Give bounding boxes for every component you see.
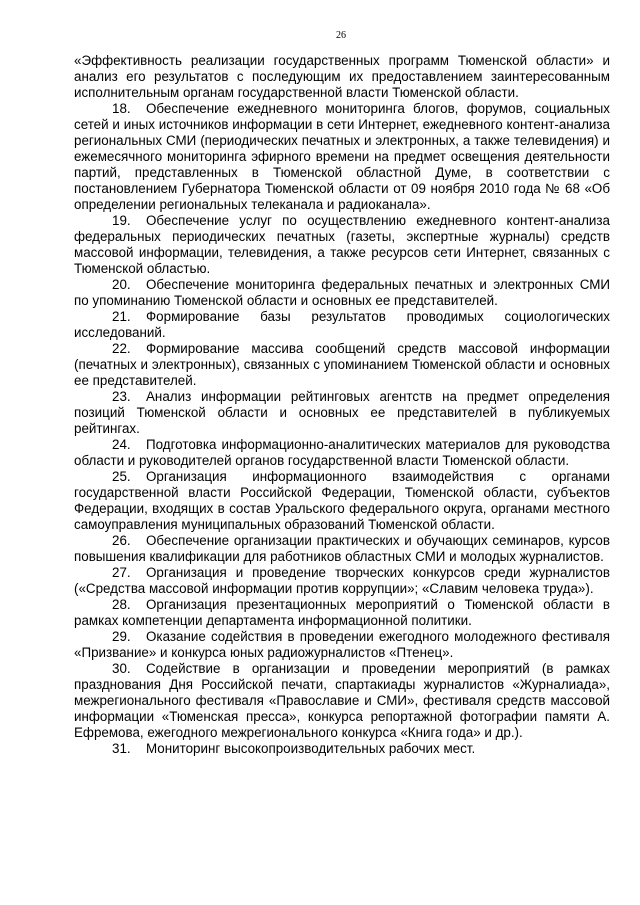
item-number: 19. (112, 213, 131, 228)
item-number: 23. (112, 389, 131, 404)
item-text: Обеспечение организации практических и обучающих семинаров, курсов повышения квалификации для работников областных СМИ и молодых журналистов. (74, 533, 610, 564)
item-text: Формирование массива сообщений средств массовой информации (печатных и электронных), связанных с упоминанием Тюменской области и основных ее представителей. (74, 341, 610, 388)
list-item (74, 741, 610, 757)
list-item (74, 565, 610, 597)
item-number: 25. (112, 469, 131, 484)
page-number: 26 (336, 30, 346, 41)
list-item (74, 309, 610, 341)
item-number: 26. (112, 533, 131, 548)
item-text: Мониторинг высокопроизводительных рабочих мест. (146, 741, 476, 756)
item-text: Организация и проведение творческих конкурсов среди журналистов («Средства массовой информации против коррупции»; «Славим человека труда»). (74, 565, 610, 596)
list-item (74, 341, 610, 389)
item-text: Обеспечение ежедневного мониторинга блогов, форумов, социальных сетей и иных источников информации в сети Интернет, ежедневного контент-анализа региональных СМИ (периодических печатных и электронных, а также телевидения) и ежемесячного мониторинга эфирного времени на предмет освещения деятельности партий, представленных в Тюменской областной Думе, в соответствии с постановлением Губернатора Тюменской области от 09 ноября 2010 года № 68 «Об определении региональных телеканала и радиоканала». (74, 101, 610, 212)
item-text: Оказание содействия в проведении ежегодного молодежного фестиваля «Призвание» и конкурса юных радиожурналистов «Птенец». (74, 629, 610, 660)
item-number: 27. (112, 565, 131, 580)
list-item (74, 629, 610, 661)
list-item (74, 277, 610, 309)
list-item (74, 661, 610, 741)
item-number: 22. (112, 341, 131, 356)
item-text: Содействие в организации и проведении мероприятий (в рамках празднования Дня Российской печати, спартакиады журналистов «Журналиада», межрегионального фестиваля «Православие и СМИ», фестиваля средств массовой информации «Тюменская пресса», конкурса репортажной фотографии памяти А. Ефремова, ежегодного межрегионального конкурса «Книга года» и др.). (74, 661, 610, 740)
list-item (74, 437, 610, 469)
list-item (74, 389, 610, 437)
item-text: Обеспечение услуг по осуществлению ежедневного контент-анализа федеральных периодических печатных (газеты, экспертные журналы) средств массовой информации, телевидения, а также ресурсов сети Интернет, связанных с Тюменской областью. (74, 213, 610, 276)
item-text: Организация информационного взаимодействия с органами государственной власти Российской Федерации, Тюменской области, субъектов Федерации, входящих в состав Уральского федерального округа, органами местного самоуправления муниципальных образований Тюменской области. (74, 469, 610, 532)
numbered-list (74, 101, 610, 757)
item-number: 20. (112, 277, 131, 292)
list-item (74, 213, 610, 277)
item-number: 30. (112, 661, 131, 676)
list-item (74, 533, 610, 565)
item-text: Анализ информации рейтинговых агентств на предмет определения позиций Тюменской области и основных ее представителей в публикуемых рейтингах. (74, 389, 610, 436)
item-number: 29. (112, 629, 131, 644)
item-number: 28. (112, 597, 131, 612)
list-item (74, 469, 610, 533)
item-text: Организация презентационных мероприятий о Тюменской области в рамках компетенции департамента информационной политики. (74, 597, 610, 628)
item-number: 31. (112, 741, 131, 756)
item-number: 18. (112, 101, 131, 116)
list-item (74, 597, 610, 629)
item-number: 21. (112, 309, 131, 324)
item-text: Формирование базы результатов проводимых социологических исследований. (74, 309, 610, 340)
item-text: Обеспечение мониторинга федеральных печатных и электронных СМИ по упоминанию Тюменской области и основных ее представителей. (74, 277, 610, 308)
intro-paragraph: «Эффективность реализации государственных программ Тюменской области» и анализ его результатов с последующим их предоставлением заинтересованным исполнительным органам государственной власти Тюменской области. (74, 53, 610, 100)
list-item (74, 101, 610, 213)
item-text: Подготовка информационно-аналитических материалов для руководства области и руководителей органов государственной власти Тюменской области. (74, 437, 610, 468)
item-number: 24. (112, 437, 131, 452)
